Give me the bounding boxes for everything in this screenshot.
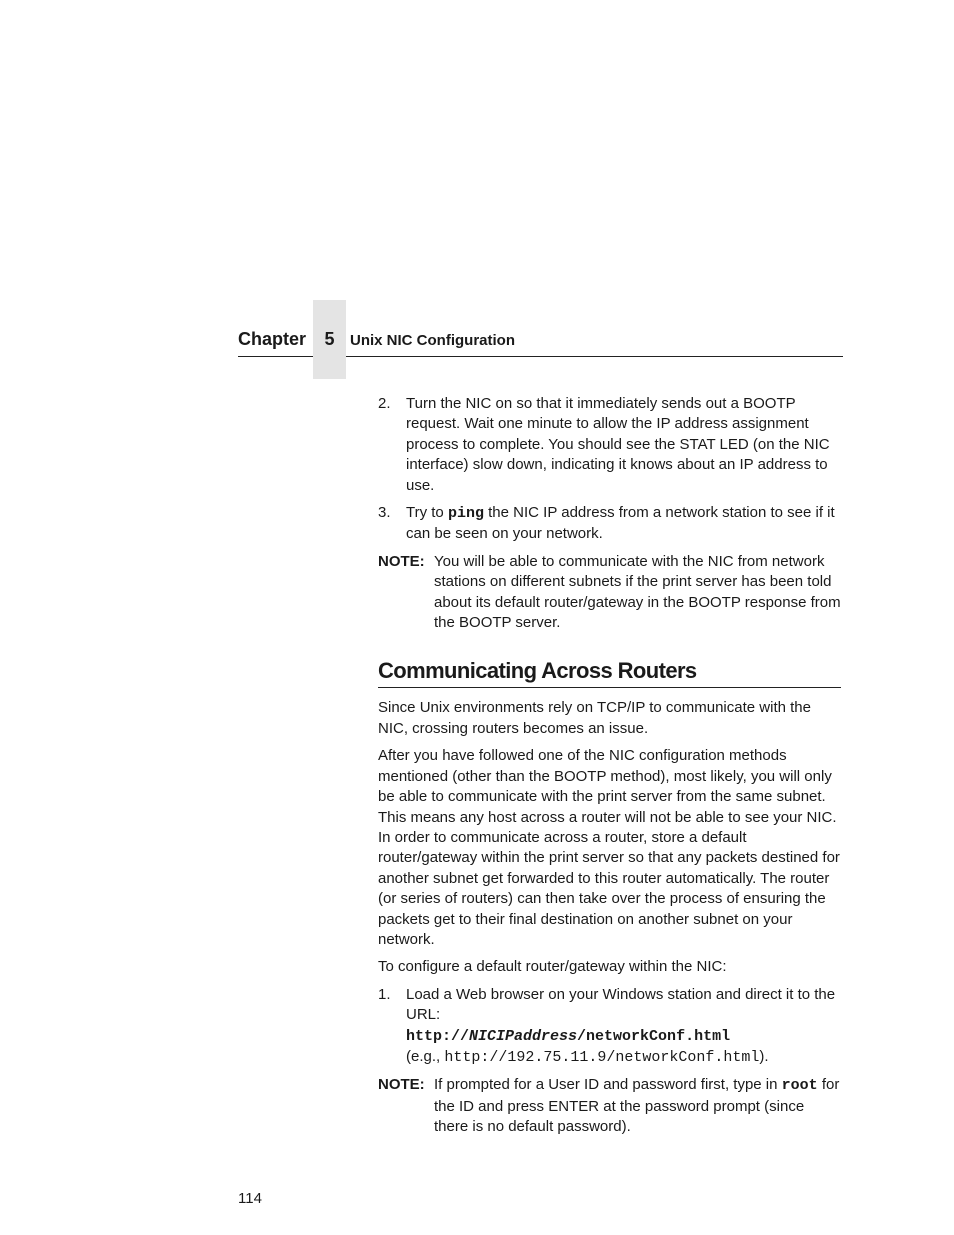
list-item-text-post: the NIC IP address from a network station to see if it can be seen on your network. (406, 504, 835, 543)
example-suffix: ). (759, 1047, 769, 1065)
note-label: NOTE: (378, 1076, 425, 1094)
list-item-number: 1. (378, 985, 391, 1003)
section-heading: Communicating Across Routers (378, 658, 841, 688)
chapter-number-box (313, 300, 346, 379)
ping-command: ping (447, 505, 484, 523)
list-item (378, 394, 841, 496)
list-item (378, 985, 841, 1069)
list-item (378, 503, 841, 545)
note-text-pre: If prompted for a User ID and password first, type in (434, 1076, 782, 1094)
list-item-text-pre: Try to (406, 504, 448, 522)
list-item-number: 2. (378, 395, 391, 412)
list-item-text: Load a Web browser on your Windows station and direct it to the URL: (406, 985, 836, 1024)
paragraph: To configure a default router/gateway within the NIC: (378, 958, 727, 976)
page-header (238, 300, 843, 357)
list-item-number: 3. (378, 504, 391, 522)
example-prefix: (e.g., (406, 1047, 445, 1065)
note (378, 552, 841, 634)
paragraph: Since Unix environments rely on TCP/IP to communicate with the NIC, crossing routers becomes an issue. (378, 699, 811, 737)
note-text-post: for the ID and press ENTER at the password prompt (since there is no default password). (434, 1076, 840, 1136)
chapter-title: Unix NIC Configuration (350, 332, 515, 349)
note-label: NOTE: (378, 552, 425, 570)
page-number: 114 (238, 1190, 262, 1207)
note-text: You will be able to communicate with the NIC from network stations on different subnets if the print server has been told about its default router/gateway in the BOOTP response from the BOOTP server. (434, 552, 841, 632)
list-item-text: Turn the NIC on so that it immediately sends out a BOOTP request. Wait one minute to allow the IP address assignment process to complete. You should see the STAT LED (on the NIC interface) slow down, indicating it knows about an IP address to use. (406, 395, 830, 494)
chapter-number: 5 (324, 329, 335, 349)
url-variable: NICIPaddress (469, 1027, 578, 1045)
paragraph: After you have followed one of the NIC configuration methods mentioned (other than the BOOTP method), most likely, you will only be able to communicate with the print server from the same subnet. This means any host across a router will not be able to see your NIC. In order to communicate across a router, store a default router/gateway within the print server so that any packets destined for another subnet get forwarded to this router automatically. The router (or series of routers) can then take over the process of ensuring the packets get to their final destination on another subnet on your network. (378, 747, 840, 948)
root-user-id: root (781, 1077, 818, 1095)
example-url: http://192.75.11.9/networkConf.html (444, 1048, 760, 1066)
main-content (378, 394, 841, 1145)
chapter-label: Chapter (238, 329, 307, 349)
note (378, 1075, 841, 1137)
url-prefix: http:// (406, 1027, 470, 1045)
url-suffix: /networkConf.html (577, 1027, 731, 1045)
